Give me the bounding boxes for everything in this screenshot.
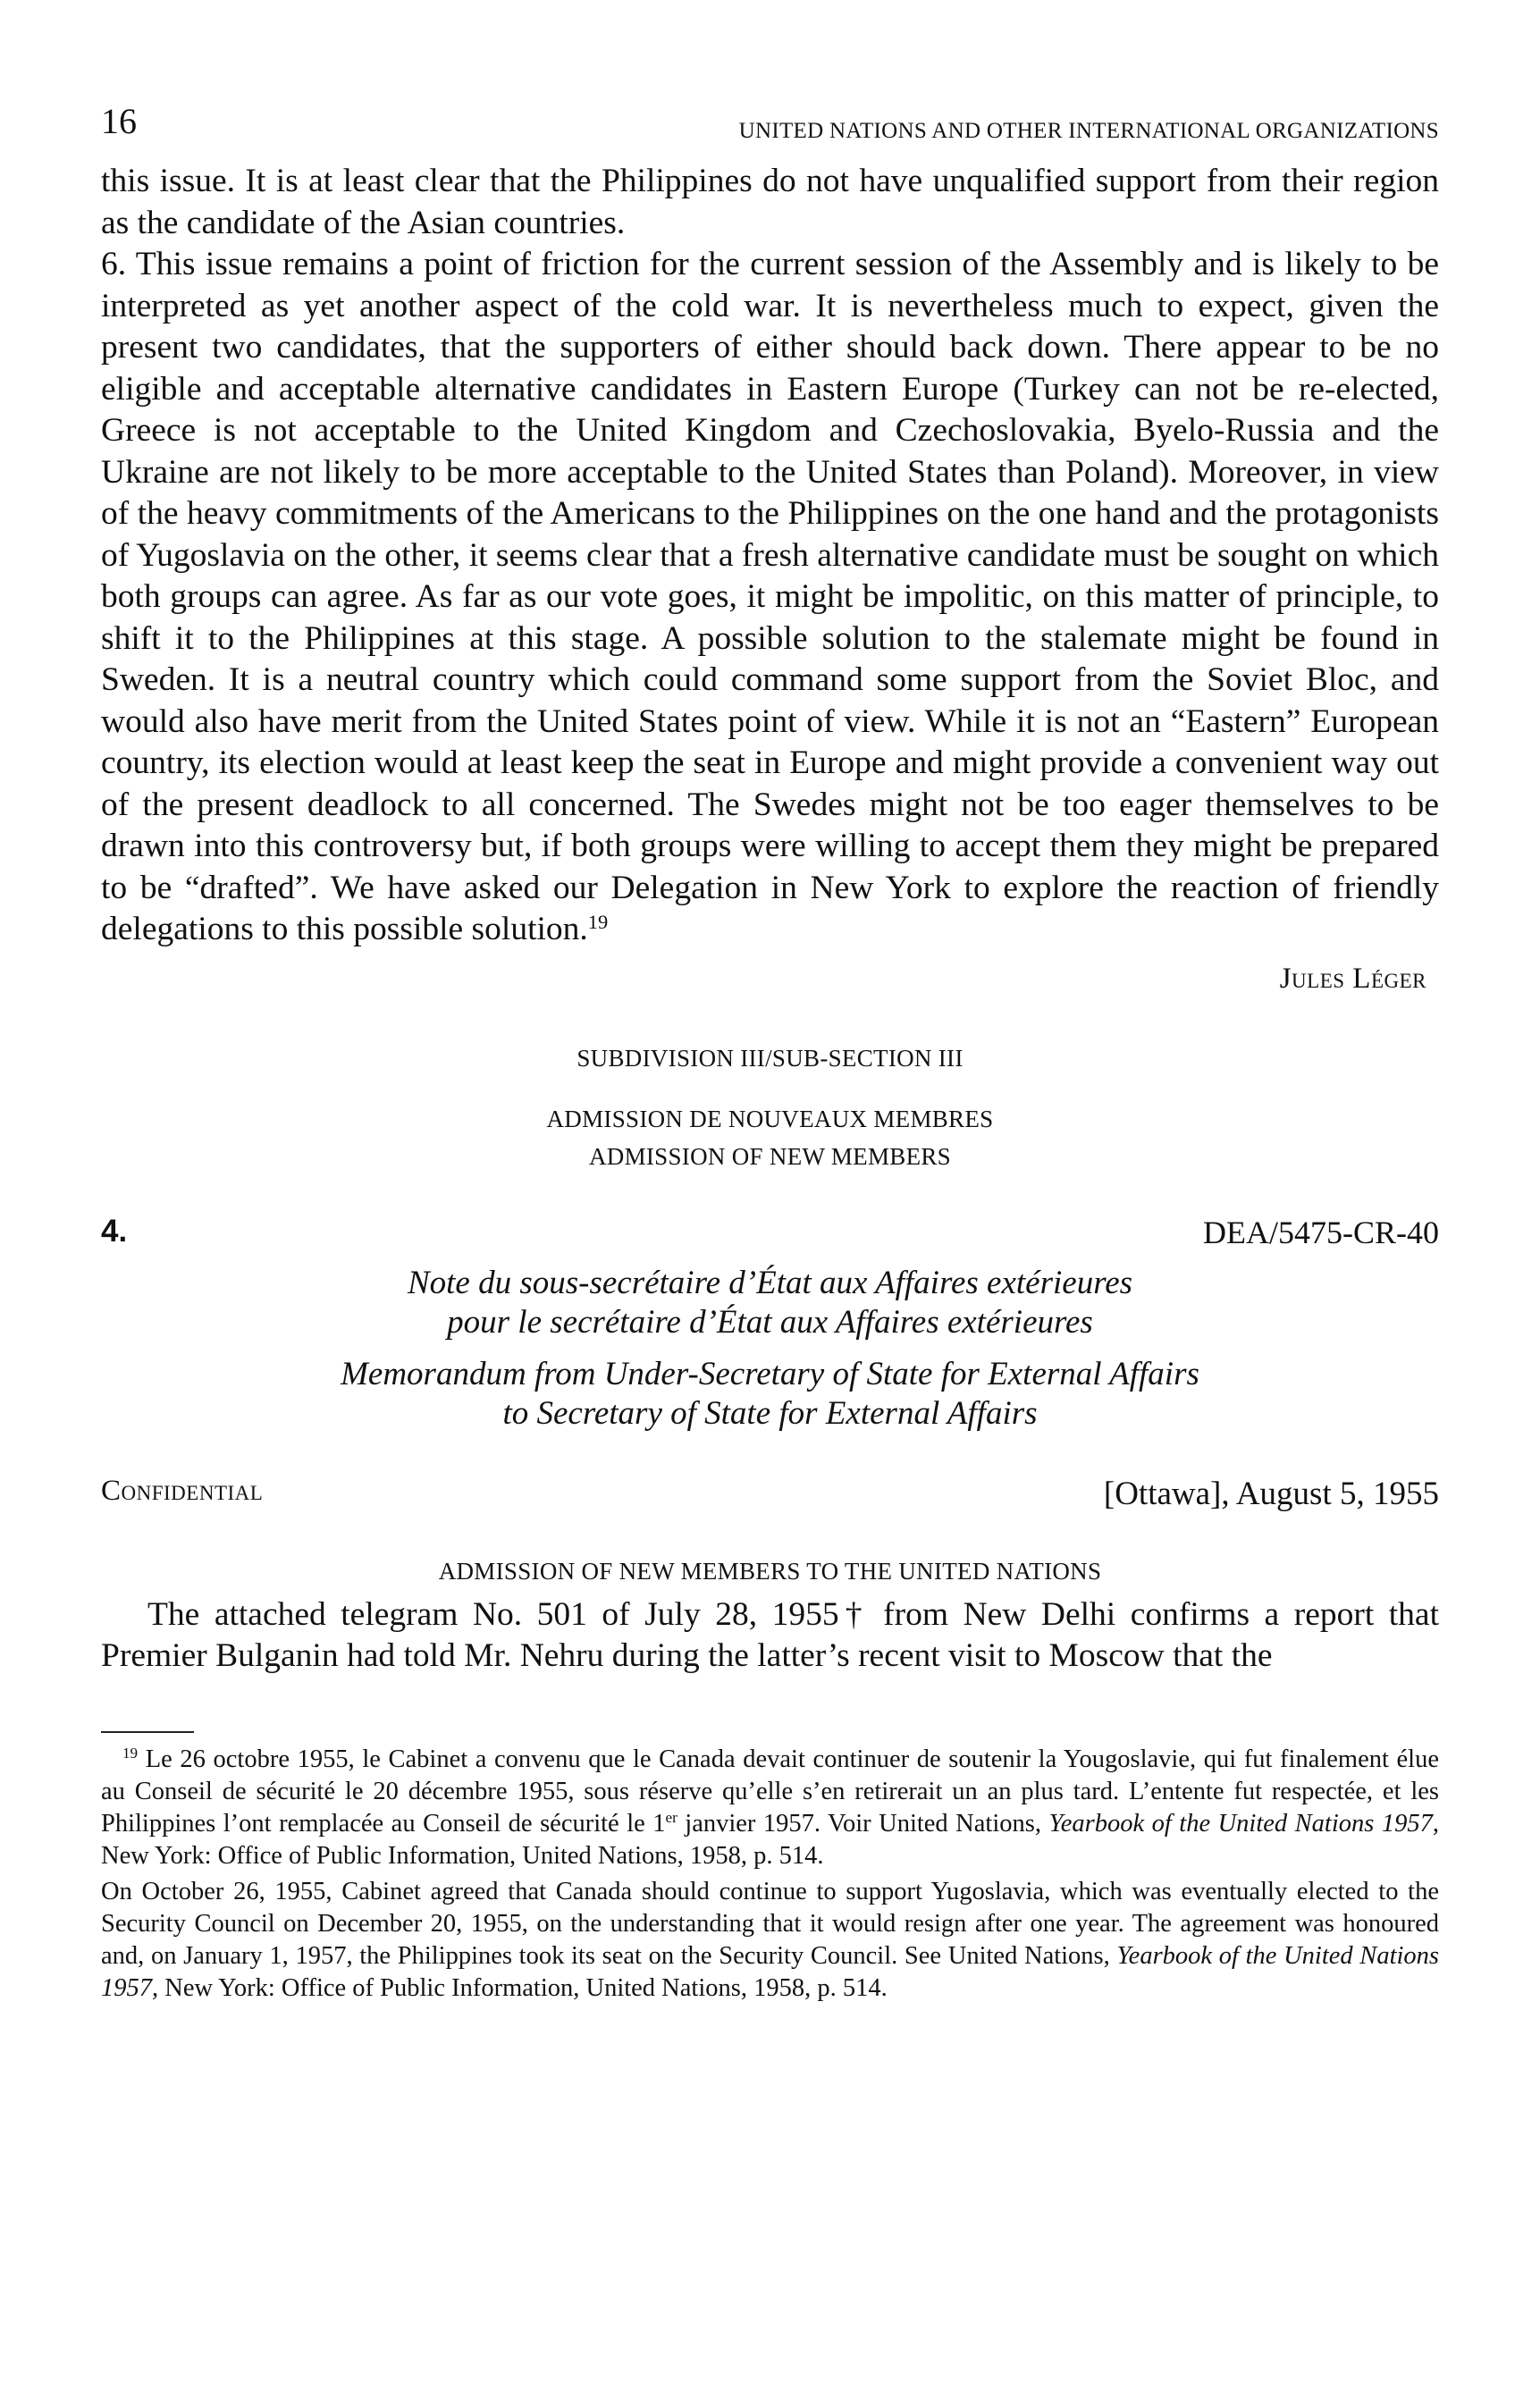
section-title-fr: ADMISSION DE NOUVEAUX MEMBRES bbox=[546, 1105, 994, 1132]
running-header bbox=[101, 101, 1439, 157]
paragraph-6 bbox=[101, 244, 1439, 951]
footnote-number: 19 bbox=[122, 1745, 139, 1762]
section-heading bbox=[101, 1037, 1439, 1178]
footnote-ref-19: 19 bbox=[587, 910, 609, 933]
title-en-line2: to Secretary of State for External Affairs bbox=[502, 1394, 1038, 1432]
classification: Confidential bbox=[101, 1474, 264, 1507]
section-title-en: ADMISSION OF NEW MEMBERS bbox=[588, 1142, 951, 1170]
subject-heading: ADMISSION OF NEW MEMBERS TO THE UNITED NATIONS bbox=[438, 1557, 1102, 1585]
classification-line bbox=[101, 1475, 1439, 1519]
footnote-fr-superscript: er bbox=[665, 1809, 677, 1827]
title-fr-line1: Note du sous-secrétaire d’État aux Affaires extérieures bbox=[407, 1264, 1133, 1301]
title-en-line1: Memorandum from Under-Secretary of State for External Affairs bbox=[341, 1355, 1199, 1392]
paragraph-6-text: 6. This issue remains a point of friction for the current session of the Assembly and is likely to be interpreted as yet another aspect of the cold war. It is nevertheless much to expect, given the present two candidates, that the supporters of either should back down. There appear to be no eligible and acceptable alternative candidates in Eastern Europe (Turkey can not be re-elected, Greece is not acceptable to the United Kingdom and Czechoslovakia, Byelo-Russia and the Ukraine are not likely to be more acceptable to the United States than Poland). Moreover, in view of the heavy commitments of the Americans to the Philippines on the one hand and the protagonists of Yugoslavia on the other, it seems clear that a fresh alternative candidate must be sought on which both groups can agree. As far as our vote goes, it might be impolitic, on this matter of principle, to shift it to the Philippines at this stage. A possible solution to the stalemate might be found in Sweden. It is a neutral country which could command some support from the Soviet Bloc, and would also have merit from the United States point of view. While it is not an “Eastern” European country, its election would at least keep the seat in Europe and might provide a convenient way out of the present deadlock to all concerned. The Swedes might not be too eager themselves to be drawn into this controversy but, if both groups were willing to accept them they might be prepared to be “drafted”. We have asked our Delegation in New York to explore the reaction of friendly delegations to this possible solution. bbox=[101, 246, 1439, 947]
subdivision-heading: SUBDIVISION III/SUB-SECTION III bbox=[576, 1044, 964, 1072]
footnote-fr-text: Le 26 octobre 1955, le Cabinet a convenu que le Canada devait continuer de soutenir la Yougoslavie, qui fut finalement élue au Conseil de sécurité le 20 décembre 1955, sous réserve qu’elle s’en retirerait un an plus tard. L’entente fut respectée, et les Philippines l’ont remplacée au Conseil de sécurité le 1 bbox=[101, 1745, 1439, 1838]
document-page bbox=[101, 101, 1439, 2005]
page-number: 16 bbox=[101, 101, 137, 141]
footnote-en-text-2: , New York: Office of Public Information, United Nations, 1958, p. 514. bbox=[152, 1973, 888, 2002]
footnote-en-text: On October 26, 1955, Cabinet agreed that Canada should continue to support Yugoslavia, which was eventually elected to the Security Council on December 20, 1955, on the understanding that it would resign after one year. The agreement was honoured and, on January 1, 1957, the Philippines took its seat on the Security Council. See United Nations, bbox=[101, 1877, 1439, 1970]
memo-body: The attached telegram No. 501 of July 28, 1955† from New Delhi confirms a report that Premier Bulganin had told Mr. Nehru during the latter’s recent visit to Moscow that the bbox=[101, 1595, 1439, 1674]
footnote-fr-text-2: janvier 1957. Voir United Nations, bbox=[677, 1809, 1049, 1838]
paragraph-continuation: this issue. It is at least clear that the Philippines do not have unqualified support from their region as the candidate of the Asian countries. bbox=[101, 163, 1439, 241]
place-date: [Ottawa], August 5, 1955 bbox=[1103, 1475, 1439, 1512]
running-header-title: UNITED NATIONS AND OTHER INTERNATIONAL ORGANIZATIONS bbox=[738, 119, 1439, 143]
title-fr-line2: pour le secrétaire d’État aux Affaires extérieures bbox=[447, 1303, 1093, 1341]
footnotes bbox=[101, 1744, 1439, 2005]
document-number: 4. bbox=[101, 1213, 128, 1249]
document-reference: DEA/5475-CR-40 bbox=[1203, 1214, 1439, 1250]
footnote-divider bbox=[101, 1731, 194, 1733]
footnote-19-en bbox=[101, 1876, 1439, 2005]
footnote-fr-book-title: Yearbook of the United Nations 1957 bbox=[1048, 1809, 1433, 1838]
footnote-19-fr bbox=[101, 1744, 1439, 1872]
footnote-fr-text-3: , New York: Office of Public Information, United Nations, 1958, p. 514. bbox=[101, 1809, 1439, 1870]
signature: Jules Léger bbox=[1279, 962, 1426, 995]
footnote-en-book-title: Yearbook of the United Nations 1957 bbox=[101, 1941, 1439, 2002]
document-title bbox=[101, 1264, 1439, 1434]
document-number-line bbox=[101, 1214, 1439, 1260]
continued-text bbox=[101, 161, 1439, 999]
